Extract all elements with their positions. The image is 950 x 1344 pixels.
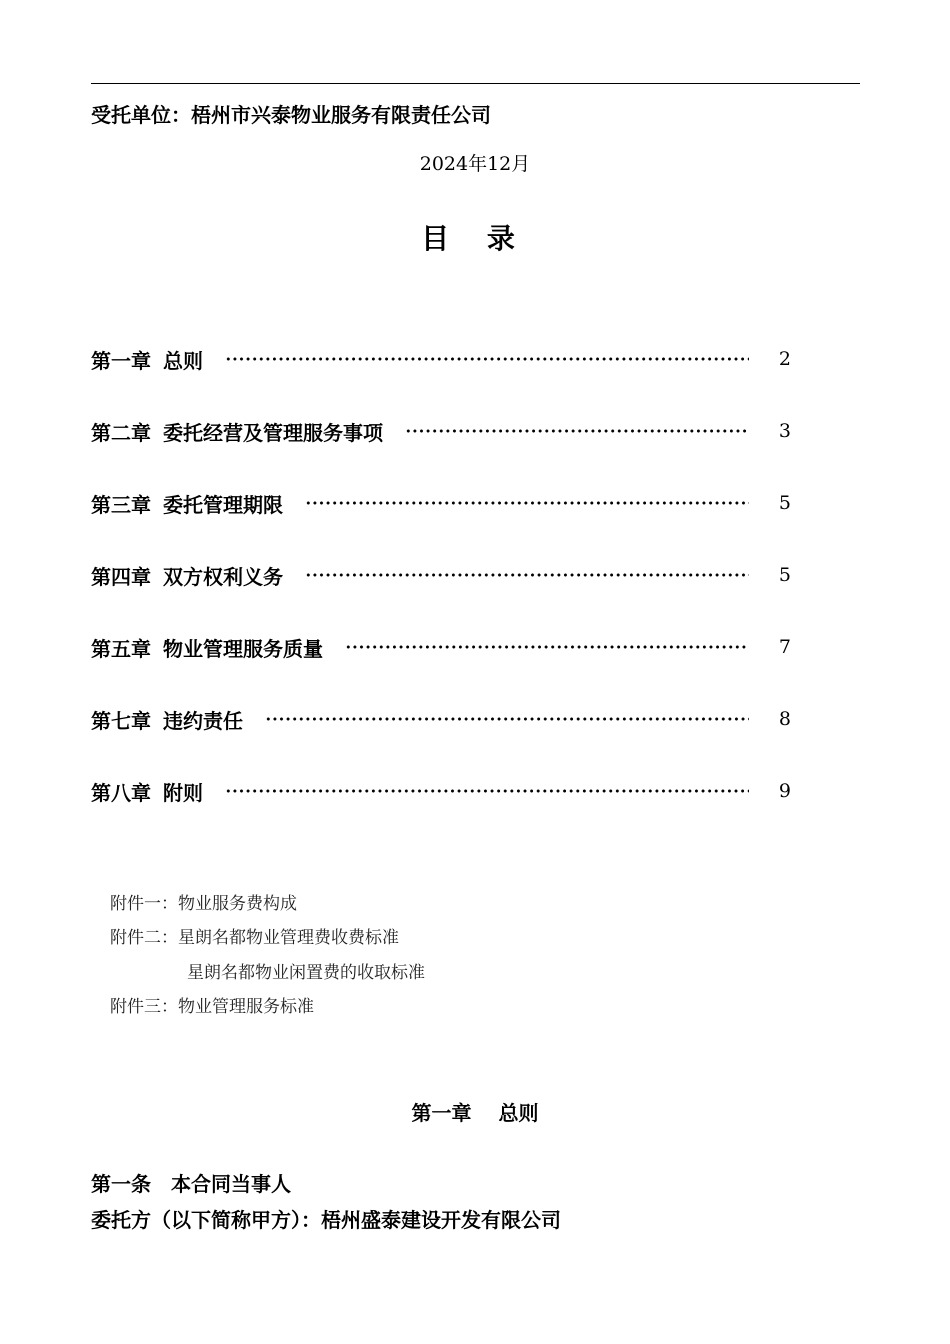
toc-chapter-title: 委托管理期限 (163, 492, 283, 517)
toc-leader-dots (225, 789, 749, 793)
toc-leader-dots (225, 357, 749, 361)
toc-entry-7[interactable] (91, 776, 791, 806)
toc-leader-dots (345, 645, 749, 649)
toc-page-number: 9 (778, 780, 791, 802)
annex-item: 星朗名都物业闲置费的收取标准 (187, 963, 425, 983)
toc-chapter-number: 第三章 (91, 492, 151, 517)
toc-chapter-number: 第一章 (91, 348, 151, 373)
toc-page-number: 5 (778, 492, 791, 514)
toc-chapter-number: 第四章 (91, 564, 151, 589)
toc-chapter-number: 第八章 (91, 780, 151, 805)
toc-leader-dots (265, 717, 749, 721)
toc-page-number: 3 (778, 420, 791, 442)
toc-chapter-title: 物业管理服务质量 (163, 636, 323, 661)
toc-chapter-title: 委托经营及管理服务事项 (163, 420, 383, 445)
toc-page-number: 5 (778, 564, 791, 586)
toc-chapter-title: 总则 (163, 348, 203, 373)
header-rule (91, 83, 860, 84)
toc-chapter-number: 第五章 (91, 636, 151, 661)
toc-leader-dots (405, 429, 749, 433)
toc-entry-5[interactable] (91, 632, 791, 662)
toc-entry-3[interactable] (91, 488, 791, 518)
toc-chapter-number: 第二章 (91, 420, 151, 445)
toc-page-number: 2 (778, 348, 791, 370)
toc-chapter-title: 附则 (163, 780, 203, 805)
chapter-heading: 第一章 总则 (411, 1101, 539, 1125)
toc-chapter-number: 第七章 (91, 708, 151, 733)
toc-entry-4[interactable] (91, 560, 791, 590)
toc-leader-dots (305, 573, 749, 577)
entrusted-unit: 受托单位：梧州市兴泰物业服务有限责任公司 (91, 103, 491, 127)
toc-page-number: 7 (778, 636, 791, 658)
toc-chapter-title: 双方权利义务 (163, 564, 283, 589)
document-date: 2024年12月 (419, 153, 531, 175)
toc-chapter-title: 违约责任 (163, 708, 243, 733)
annex-item: 附件二：星朗名都物业管理费收费标准 (110, 928, 399, 948)
toc-page-number: 8 (778, 708, 791, 730)
annex-item: 附件三：物业管理服务标准 (110, 997, 314, 1017)
toc-entry-2[interactable] (91, 416, 791, 446)
toc-entry-6[interactable] (91, 704, 791, 734)
article-heading: 第一条 本合同当事人 (91, 1172, 291, 1196)
party-a-line: 委托方（以下简称甲方）：梧州盛泰建设开发有限公司 (91, 1208, 561, 1232)
toc-leader-dots (305, 501, 749, 505)
annex-item: 附件一：物业服务费构成 (110, 894, 297, 914)
toc-entry-1[interactable] (91, 344, 791, 374)
toc-title: 目 录 (421, 222, 529, 255)
